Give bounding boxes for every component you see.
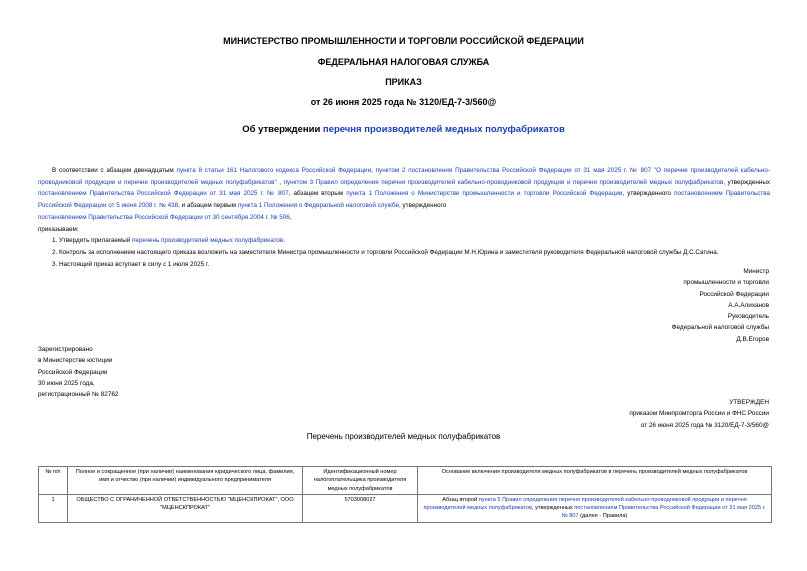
basis-rules-link[interactable]: пункта 5 Правил определения перечня производителей кабельно-проводниковой продукции и перечня производителей медных полуфабрикатов [423,496,747,512]
cell-name: ОБЩЕСТВО С ОГРАНИЧЕННОЙ ОТВЕТСТВЕННОСТЬЮ "МЦЕНСКПРОКАТ", ООО "МЦЕНСКПРОКАТ" [68,494,303,522]
list-title: Перечень производителей медных полуфабрикатов [306,432,501,441]
preamble-text-1: В соответствии с абзацем двенадцатым [52,167,177,174]
approval-line: приказом Минпромторга России и ФНС России [629,410,769,418]
item-2: 2. Контроль за исполнением настоящего приказа возложить на заместителя Министра промышленности и торговли Российской Федерации М.Н.Юрина и заместителя руководителя Федеральной налоговой службы Д.С.Сатина. [52,248,719,256]
approval-line: от 26 июня 2025 года № 3120/ЕД-7-3/560@ [640,421,769,429]
approval-line: УТВЕРЖДЕН [729,399,769,406]
cell-num: 1 [39,494,68,522]
rules-link[interactable]: пунктом 3 Правил определения перечня производителей кабельно-проводниковой продукции и перечня производителей медных полуфабрикатов [283,178,724,186]
decree-438-link[interactable]: постановлением Правительства Российской Федерации от 5 июня 2008 г. № 438 [38,190,771,210]
signatures-block [672,266,769,345]
table-row [39,494,772,522]
registration-line: в Министерстве юстиции [38,357,113,365]
cell-basis [418,494,772,522]
tax-code-link[interactable]: пункта 8 статьи 161 Налогового кодекса Российской Федерации [176,167,372,174]
basis-text-3: (далее - Правила) [578,513,628,520]
decree-506-link[interactable]: постановлением Правительства Российской Федерации от 30 сентября 2004 г. № 506 [38,213,290,221]
preamble-text-7: , и абзацем первым [178,202,238,210]
title-link[interactable]: перечня производителей медных полуфабрикатов [322,124,565,135]
ministry-heading: МИНИСТЕРСТВО ПРОМЫШЛЕННОСТИ И ТОРГОВЛИ РОССИЙСКОЙ ФЕДЕРАЦИИ [223,36,584,46]
signature-line: Руководитель [727,313,769,321]
basis-text-1: Абзац второй [442,496,479,503]
signature-line: А.А.Алиханов [728,301,769,309]
preamble-text-4: , утвержденных [723,178,771,186]
header-basis: Основание включения производителя медных полуфабрикатов в перечень производителей медных полуфабрикатов [418,467,772,495]
basis-decree-link[interactable]: постановлением Правительства Российской Федерации от 31 мая 2025 г. № 807 [561,505,766,520]
header-num: № п/п [39,467,68,495]
fns-regulation-link[interactable]: пункта 1 Положения о Федеральной налоговой службе [237,202,399,210]
decree-807-link[interactable]: пунктом 2 постановления Правительства Российской Федерации от 31 мая 2025 г. № 807 "О перечне производителей кабельно-проводниковой продукции и перечне производителей медных полуфабрикатов" [38,167,771,186]
preamble-text-3: , [276,178,284,186]
preamble-paragraph [38,165,770,224]
order-word: приказываем: [38,225,79,233]
approval-block [629,397,769,431]
registration-line: Российской Федерации [38,368,108,376]
producers-table [38,466,772,523]
doc-type-heading: ПРИКАЗ [385,77,422,87]
preamble-text-2: , [371,167,376,174]
registration-line: 30 июня 2025 года, [38,379,95,387]
page-title [0,124,807,135]
minpromtorg-regulation-link[interactable]: пункта 1 Положения о Министерстве промышленности и торговли Российской Федерации [346,190,623,198]
item-1-suffix: . [283,237,285,245]
item-3: 3. Настоящий приказ вступает в силу с 1 июля 2025 г. [52,260,210,268]
registration-line: Зарегистрировано [38,346,93,353]
table-header-row [39,467,772,495]
title-prefix: Об утверждении [242,124,323,135]
preamble [38,165,770,270]
header-inn: Идентификационный номер налогоплательщика производителя медных полуфабрикатов [303,467,418,495]
item-1 [38,235,770,247]
item-1-text: 1. Утвердить прилагаемый [52,237,133,245]
preamble-text-9: , [289,213,292,221]
preamble-text-6: , утвержденного [622,190,675,198]
service-heading: ФЕДЕРАЛЬНАЯ НАЛОГОВАЯ СЛУЖБА [317,57,490,67]
signature-line: Д.В.Егоров [736,335,769,343]
signature-line: Федеральной налоговой службы [671,324,769,332]
list-link[interactable]: перечень производителей медных полуфабрикатов [132,237,284,245]
signature-line: Министр [743,268,769,275]
signature-line: Российской Федерации [699,290,769,298]
header-name: Полное и сокращенное (при наличии) наименования юридического лица, фамилия, имя и отчество (при наличии) индивидуального предпринимателя [68,467,303,495]
doc-date-number: от 26 июня 2025 года № 3120/ЕД-7-3/560@ [310,97,497,107]
registration-block [38,344,118,400]
preamble-text-5: , абзацем вторым [288,190,347,198]
decree-807-link-2[interactable]: постановлением Правительства Российской Федерации от 31 мая 2025 г. № 807 [38,190,289,198]
signature-line: промышленности и торговли [683,279,769,287]
basis-text-2: , утвержденных [532,505,575,512]
registration-line: регистрационный № 82762 [38,391,119,399]
cell-inn: 5703008027 [303,494,418,522]
preamble-text-8: , утвержденного [398,202,447,210]
